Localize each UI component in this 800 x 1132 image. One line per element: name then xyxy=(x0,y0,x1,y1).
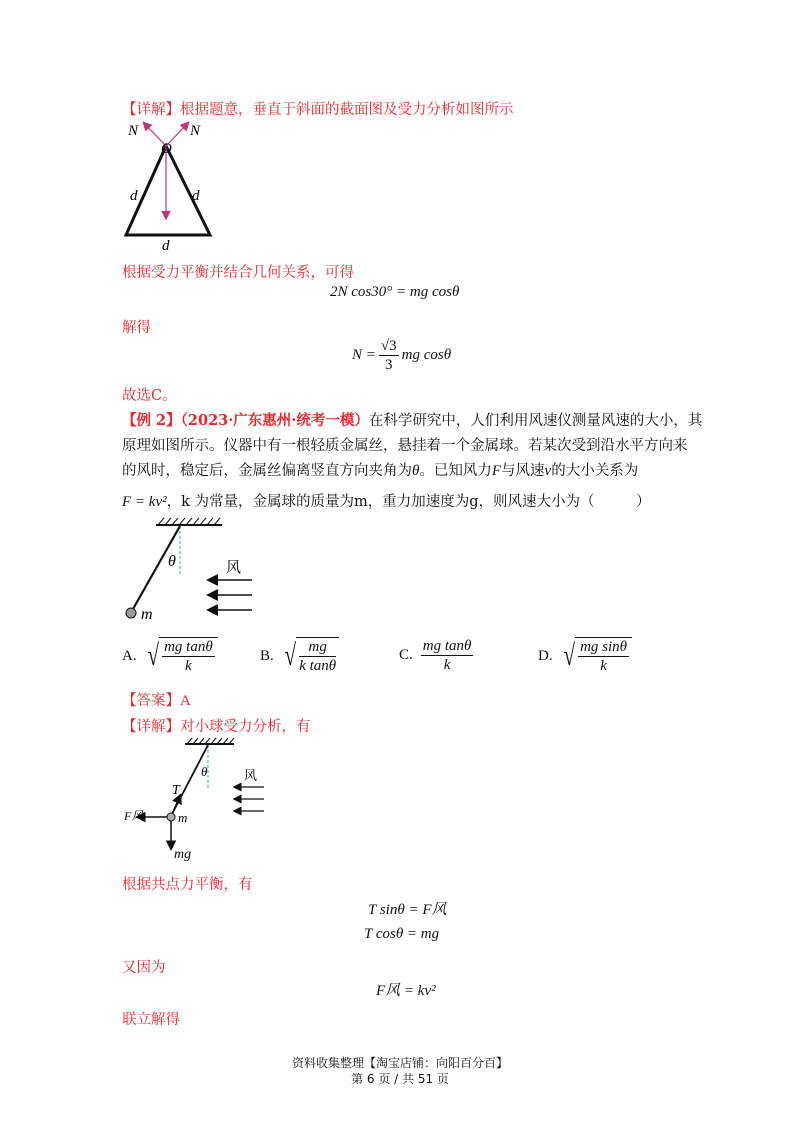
equation-1: 2N cos30° = mg cosθ xyxy=(330,284,460,300)
solve-text: 解得 xyxy=(122,320,151,336)
option-d-sqrt xyxy=(575,637,632,675)
line3-F: F xyxy=(491,463,502,479)
line3-c: 与风速 xyxy=(501,463,545,479)
option-c-num: mg tanθ xyxy=(422,638,472,654)
detail-text-2: 对小球受力分析，有 xyxy=(180,719,311,735)
choice-text: 故选C。 xyxy=(122,388,177,404)
metal-ball xyxy=(126,608,136,618)
example-tag: 【例 2】 xyxy=(122,412,181,429)
eq2-lhs: N = xyxy=(352,347,376,363)
combine-text: 联立解得 xyxy=(122,1012,180,1028)
option-d-letter: D. xyxy=(538,647,553,664)
answer-line xyxy=(122,689,191,710)
option-a-sqrt xyxy=(159,637,218,675)
balance-text-2: 根据共点力平衡，有 xyxy=(122,877,253,893)
option-d-num: mg sinθ xyxy=(580,639,628,655)
eq2-rhs: mg cosθ xyxy=(401,347,452,363)
force-analysis-diagram xyxy=(118,736,278,866)
label-wind: 风 xyxy=(226,560,242,576)
answer-value: A xyxy=(180,693,191,709)
option-b[interactable] xyxy=(260,637,339,675)
option-d[interactable] xyxy=(538,637,632,675)
example-line-4 xyxy=(122,490,595,511)
example-line-2: 原理如图所示。仪器中有一根轻质金属丝，悬挂着一个金属球。若某次受到沿水平方向来 xyxy=(122,438,688,454)
detail-text: 根据题意，垂直于斜面的截面图及受力分析如图所示 xyxy=(180,102,514,118)
page-number: 第 6 页 / 共 51 页 xyxy=(351,1072,449,1086)
ball-2 xyxy=(167,813,175,821)
example-source: （2023·广东惠州·统考一模） xyxy=(180,412,369,429)
line3-b: 。已知风力 xyxy=(419,463,492,479)
radical-icon: √ xyxy=(563,639,575,672)
label-F-wind: F风 xyxy=(124,809,144,823)
radical-icon: √ xyxy=(284,639,296,672)
triangle-force-diagram xyxy=(118,116,228,256)
balance-text-1: 根据受力平衡并结合几何关系，可得 xyxy=(122,265,354,281)
option-c-letter: C. xyxy=(399,647,413,663)
example-line1-text: 在科学研究中，人们利用风速仪测量风速的大小，其 xyxy=(368,413,703,429)
anemometer-diagram xyxy=(118,516,258,626)
equation-4: T cosθ = mg xyxy=(364,926,440,942)
label-d-bottom: d xyxy=(162,238,170,254)
option-a-den: k xyxy=(185,658,192,674)
footer-source: 资料收集整理【淘宝店铺：向阳百分百】 xyxy=(291,1056,508,1070)
option-a[interactable] xyxy=(122,637,218,675)
option-d-den: k xyxy=(600,658,607,674)
ceiling-hatch xyxy=(158,518,220,525)
line3-d: 的大小关系为 xyxy=(551,463,639,479)
option-c[interactable] xyxy=(399,637,473,674)
line3-a: 的风时，稳定后，金属丝偏离竖直方向夹角为 xyxy=(122,463,412,479)
equation-2 xyxy=(352,337,451,374)
label-d-right: d xyxy=(192,188,200,204)
label-m: m xyxy=(141,606,153,623)
detail-heading-2 xyxy=(122,715,311,736)
line4-text: ，k 为常量，金属球的质量为m，重力加速度为g，则风速大小为（ xyxy=(166,494,595,510)
line4-formula: F = kv² xyxy=(122,494,167,510)
eq2-den: 3 xyxy=(385,357,393,373)
example-line-1 xyxy=(122,409,702,430)
line3-v: v xyxy=(544,463,552,479)
example-line-3 xyxy=(122,459,638,480)
label-mg: mg xyxy=(174,847,192,862)
label-n-left: N xyxy=(128,123,139,139)
option-b-num: mg xyxy=(299,638,336,657)
label-theta: θ xyxy=(168,553,176,570)
label-theta-2: θ xyxy=(201,764,208,779)
option-b-letter: B. xyxy=(260,647,274,664)
detail-tag-2: 【详解】 xyxy=(122,719,180,735)
option-c-den: k xyxy=(443,657,451,673)
option-b-sqrt xyxy=(296,637,339,675)
option-a-letter: A. xyxy=(122,647,137,664)
detail-tag: 【详解】 xyxy=(122,102,180,118)
label-d-left: d xyxy=(130,188,138,204)
option-b-den: k tanθ xyxy=(299,658,337,674)
equation-3: T sinθ = F风 xyxy=(368,902,447,918)
option-a-num: mg tanθ xyxy=(164,639,213,655)
because-text: 又因为 xyxy=(122,960,166,976)
eq2-fraction xyxy=(379,337,399,374)
eq2-num: √3 xyxy=(380,338,397,354)
line3-theta: θ xyxy=(412,463,420,479)
label-o: O xyxy=(161,141,172,157)
answer-tag: 【答案】 xyxy=(122,693,180,709)
label-n-right: N xyxy=(190,123,201,139)
equation-5: F风 = kv² xyxy=(376,983,436,999)
example-paren-close: ） xyxy=(636,494,651,510)
label-T: T xyxy=(172,783,180,798)
label-wind-2: 风 xyxy=(244,768,258,783)
label-m-2: m xyxy=(178,810,188,825)
radical-icon: √ xyxy=(147,639,159,672)
